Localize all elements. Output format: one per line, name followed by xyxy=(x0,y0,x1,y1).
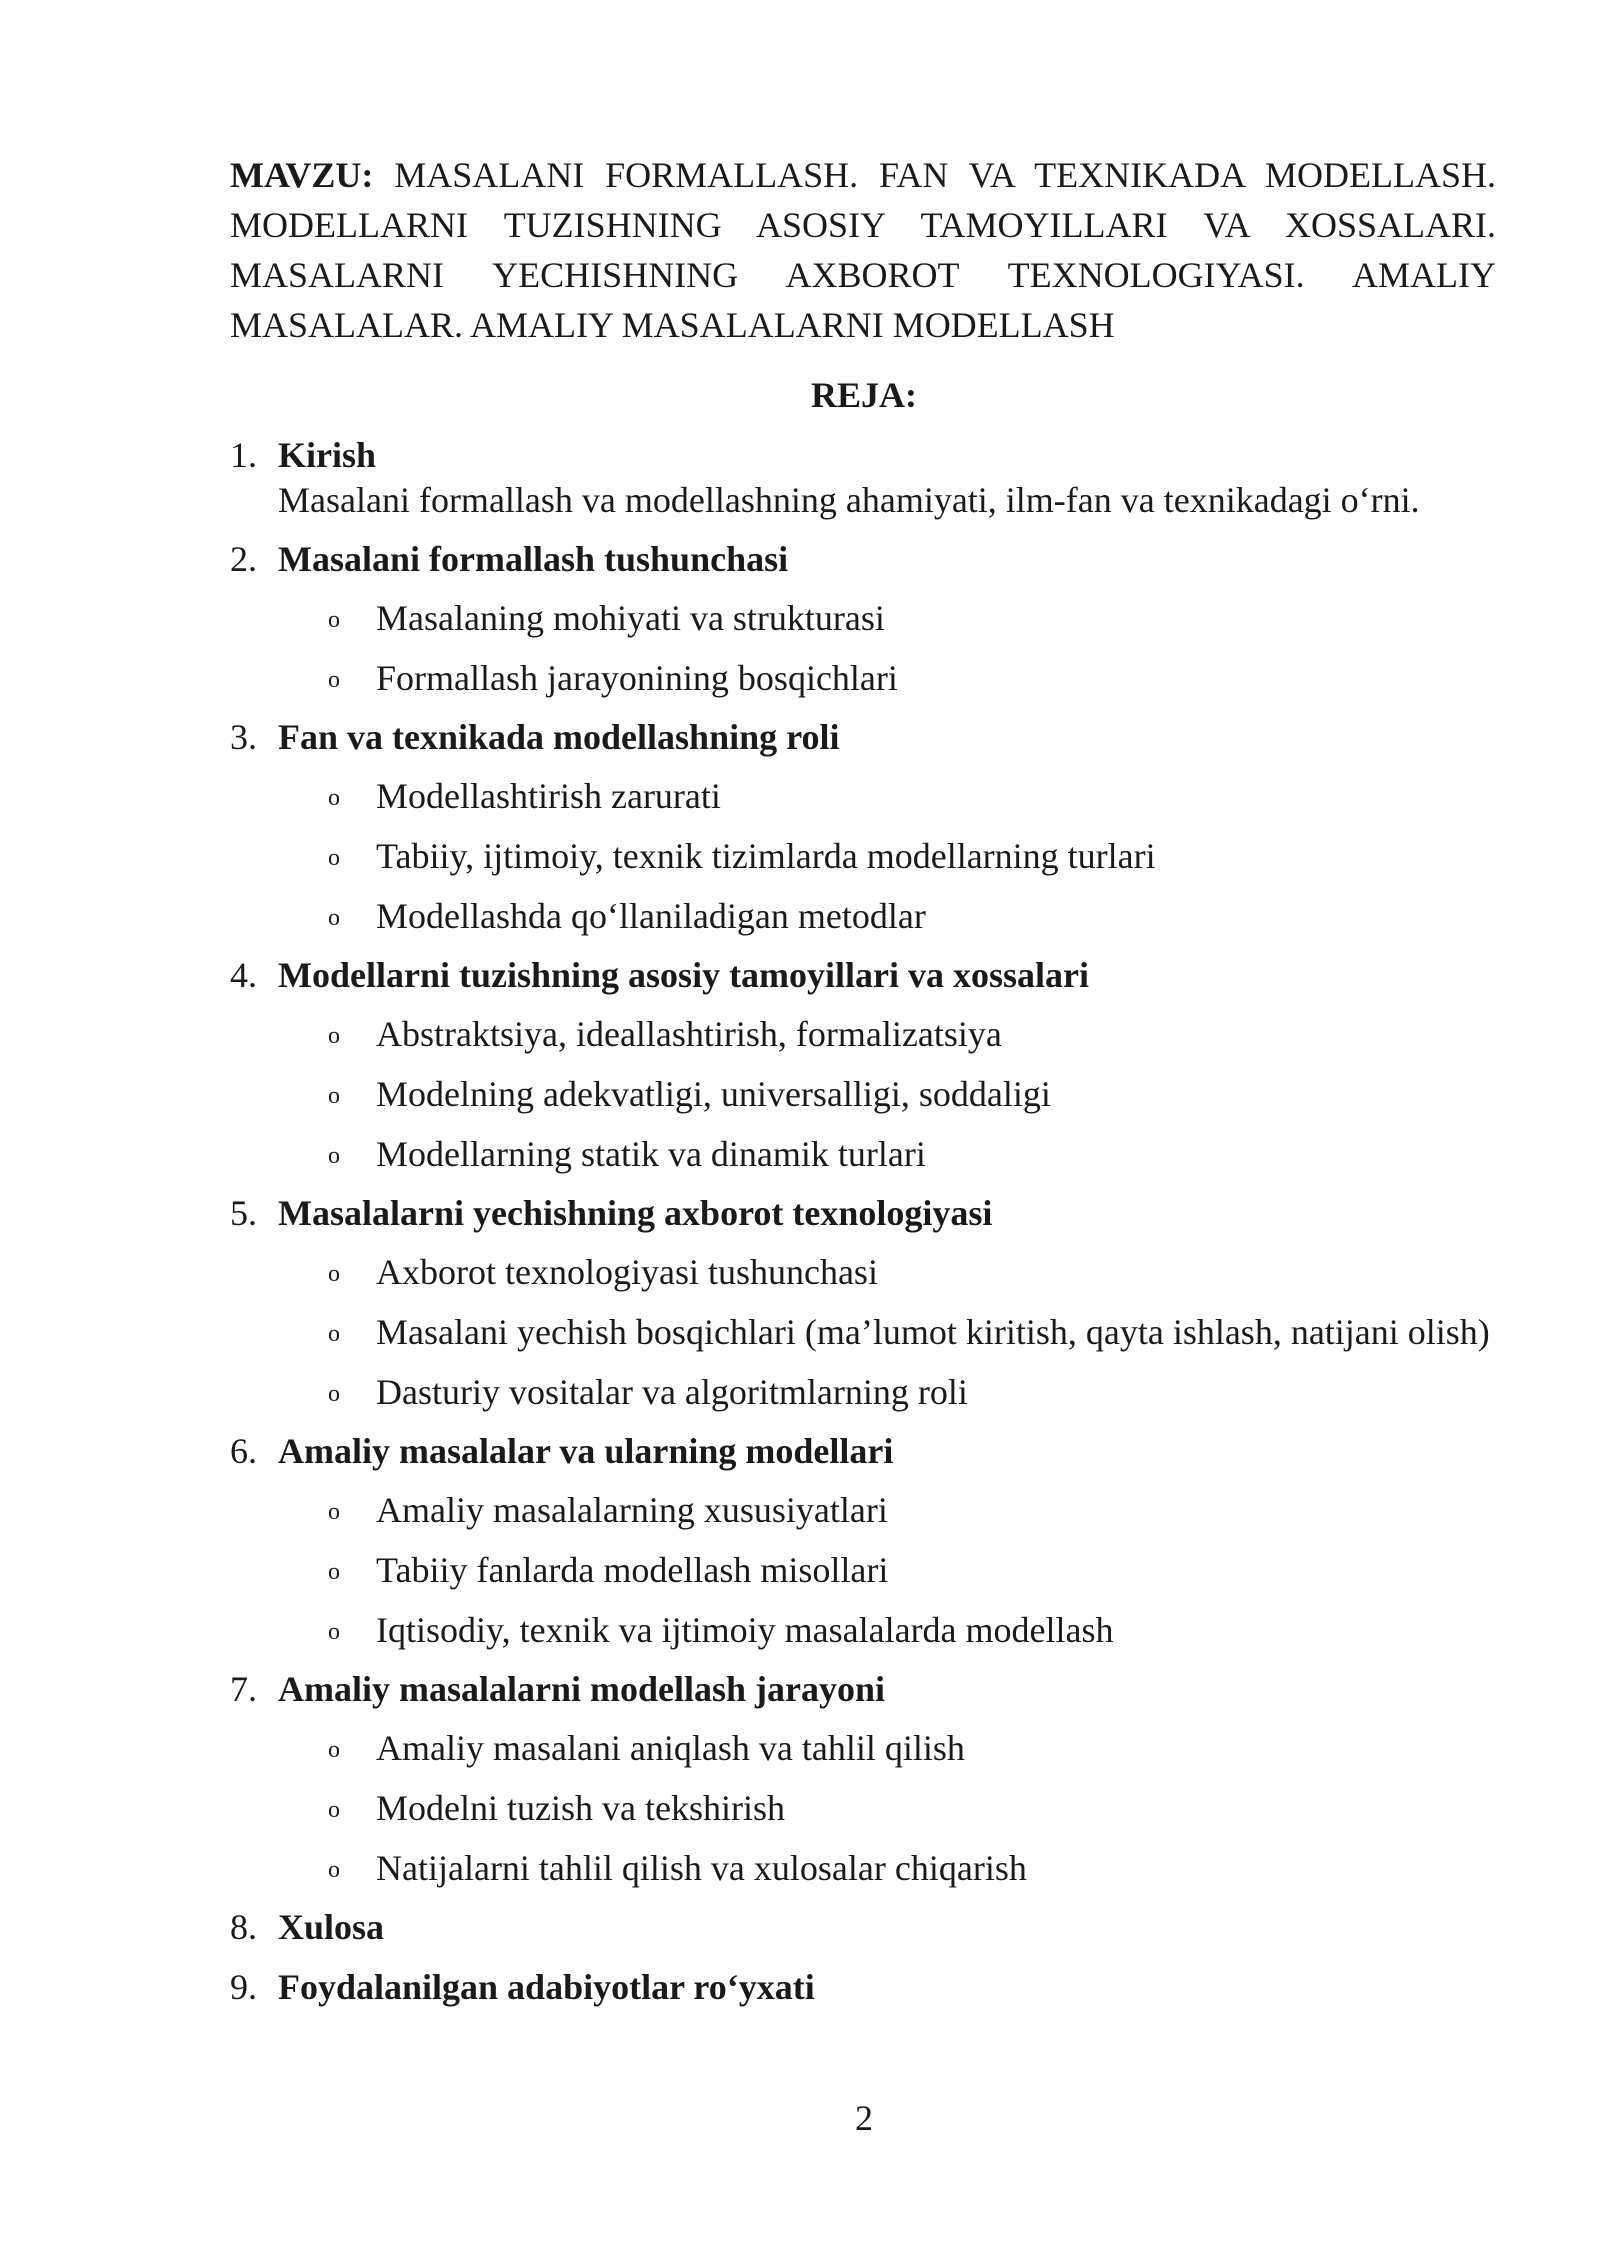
plan-subitem xyxy=(230,1072,1496,1116)
plan-subitem xyxy=(230,1310,1496,1354)
plan-item-title: Amaliy masalalarni modellash jarayoni xyxy=(278,1669,886,1709)
circle-bullet-icon: o xyxy=(328,785,340,811)
plan-item xyxy=(230,1428,1496,1652)
plan-subitem xyxy=(230,596,1496,640)
plan-list xyxy=(230,432,1496,2010)
circle-bullet-icon: o xyxy=(328,667,340,693)
plan-subitem-list xyxy=(230,774,1496,938)
plan-subitem-list xyxy=(230,1488,1496,1652)
circle-bullet-icon: o xyxy=(328,1857,340,1883)
plan-subitem-text: Amaliy masalani aniqlash va tahlil qilish xyxy=(376,1728,965,1768)
topic-label: MAVZU: xyxy=(230,155,374,195)
circle-bullet-icon: o xyxy=(328,1083,340,1109)
circle-bullet-icon: o xyxy=(328,1023,340,1049)
plan-item xyxy=(230,1904,1496,1950)
plan-item-number: 5. xyxy=(230,1193,257,1233)
plan-item-title: Masalalarni yechishning axborot texnologiyasi xyxy=(278,1193,993,1233)
plan-subitem xyxy=(230,1132,1496,1176)
plan-item-heading xyxy=(230,536,1496,582)
plan-item-description: Masalani formallash va modellashning ahamiyati, ilm-fan va texnikadagi o‘rni. xyxy=(278,480,1420,520)
plan-subitem xyxy=(230,656,1496,700)
plan-item-title: Foydalanilgan adabiyotlar ro‘yxati xyxy=(278,1967,815,2007)
topic-text: MASALANI FORMALLASH. FAN VA TEXNIKADA MODELLASH. MODELLARNI TUZISHNING ASOSIY TAMOYILLARI VA XOSSALARI. MASALARNI YECHISHNING AXBOROT TEXNOLOGIYASI. AMALIY MASALALAR. AMALIY MASALALARNI MODELLASH xyxy=(230,155,1496,345)
plan-subitem-list xyxy=(230,1726,1496,1890)
plan-subitem-text: Tabiiy fanlarda modellash misollari xyxy=(376,1550,889,1590)
circle-bullet-icon: o xyxy=(328,1143,340,1169)
plan-subitem-text: Modelni tuzish va tekshirish xyxy=(376,1788,785,1828)
circle-bullet-icon: o xyxy=(328,1559,340,1585)
circle-bullet-icon: o xyxy=(328,1381,340,1407)
plan-subitem xyxy=(230,1548,1496,1592)
plan-subitem xyxy=(230,1786,1496,1830)
plan-item-number: 7. xyxy=(230,1669,257,1709)
plan-item xyxy=(230,714,1496,938)
circle-bullet-icon: o xyxy=(328,1321,340,1347)
plan-item-number: 9. xyxy=(230,1967,257,2007)
plan-subitem xyxy=(230,1012,1496,1056)
plan-subitem xyxy=(230,1726,1496,1770)
plan-subitem-text: Modellashda qo‘llaniladigan metodlar xyxy=(376,896,926,936)
plan-subitem-text: Modellarning statik va dinamik turlari xyxy=(376,1134,926,1174)
plan-subitem-text: Natijalarni tahlil qilish va xulosalar chiqarish xyxy=(376,1848,1027,1888)
plan-subitem xyxy=(230,774,1496,818)
circle-bullet-icon: o xyxy=(328,1619,340,1645)
plan-item-heading xyxy=(230,1190,1496,1236)
plan-subitem-text: Masalani yechish bosqichlari (ma’lumot kiritish, qayta ishlash, natijani olish) xyxy=(376,1312,1490,1352)
plan-subitem-text: Axborot texnologiyasi tushunchasi xyxy=(376,1252,878,1292)
plan-subitem-list xyxy=(230,1012,1496,1176)
circle-bullet-icon: o xyxy=(328,1797,340,1823)
plan-subitem-text: Masalaning mohiyati va strukturasi xyxy=(376,598,885,638)
circle-bullet-icon: o xyxy=(328,1499,340,1525)
plan-item-number: 6. xyxy=(230,1431,257,1471)
plan-item xyxy=(230,1190,1496,1414)
plan-item-title: Xulosa xyxy=(278,1907,385,1947)
page-number: 2 xyxy=(855,2098,873,2138)
plan-item-number: 2. xyxy=(230,539,257,579)
topic-heading xyxy=(230,150,1496,350)
plan-item-number: 8. xyxy=(230,1907,257,1947)
plan-subitem-text: Tabiiy, ijtimoiy, texnik tizimlarda modellarning turlari xyxy=(376,836,1156,876)
plan-subitem-text: Formallash jarayonining bosqichlari xyxy=(376,658,898,698)
plan-title: REJA: xyxy=(811,375,917,415)
plan-item-number: 1. xyxy=(230,435,257,475)
plan-item-heading xyxy=(230,714,1496,760)
plan-item-heading xyxy=(230,1964,1496,2010)
plan-item xyxy=(230,536,1496,700)
plan-item xyxy=(230,952,1496,1176)
plan-item-heading xyxy=(230,952,1496,998)
plan-item xyxy=(230,432,1496,522)
plan-subitem-text: Modelning adekvatligi, universalligi, soddaligi xyxy=(376,1074,1051,1114)
circle-bullet-icon: o xyxy=(328,1261,340,1287)
plan-item-heading xyxy=(230,432,1496,478)
plan-item-heading xyxy=(230,1428,1496,1474)
plan-subitem xyxy=(230,834,1496,878)
plan-subitem-list xyxy=(230,1250,1496,1414)
plan-subitem-text: Iqtisodiy, texnik va ijtimoiy masalalarda modellash xyxy=(376,1610,1114,1650)
plan-item xyxy=(230,1666,1496,1890)
plan-subitem xyxy=(230,1608,1496,1652)
plan-subitem xyxy=(230,1846,1496,1890)
plan-subitem-text: Abstraktsiya, ideallashtirish, formalizatsiya xyxy=(376,1014,1002,1054)
plan-item-title: Fan va texnikada modellashning roli xyxy=(278,717,840,757)
circle-bullet-icon: o xyxy=(328,607,340,633)
plan-item-number: 3. xyxy=(230,717,257,757)
plan-item-title: Amaliy masalalar va ularning modellari xyxy=(278,1431,894,1471)
plan-subitem xyxy=(230,1250,1496,1294)
circle-bullet-icon: o xyxy=(328,845,340,871)
circle-bullet-icon: o xyxy=(328,1737,340,1763)
plan-item-title: Masalani formallash tushunchasi xyxy=(278,539,789,579)
plan-subitem xyxy=(230,1370,1496,1414)
plan-subitem-list xyxy=(230,596,1496,700)
plan-item-heading xyxy=(230,1666,1496,1712)
plan-item-heading xyxy=(230,1904,1496,1950)
plan-subitem-text: Amaliy masalalarning xususiyatlari xyxy=(376,1490,888,1530)
plan-subitem-text: Modellashtirish zarurati xyxy=(376,776,721,816)
plan-subitem xyxy=(230,894,1496,938)
circle-bullet-icon: o xyxy=(328,905,340,931)
plan-item xyxy=(230,1964,1496,2010)
plan-subitem xyxy=(230,1488,1496,1532)
plan-item-number: 4. xyxy=(230,955,257,995)
plan-item-title: Modellarni tuzishning asosiy tamoyillari va xossalari xyxy=(278,955,1090,995)
plan-item-title: Kirish xyxy=(278,435,377,475)
plan-subitem-text: Dasturiy vositalar va algoritmlarning roli xyxy=(376,1372,968,1412)
